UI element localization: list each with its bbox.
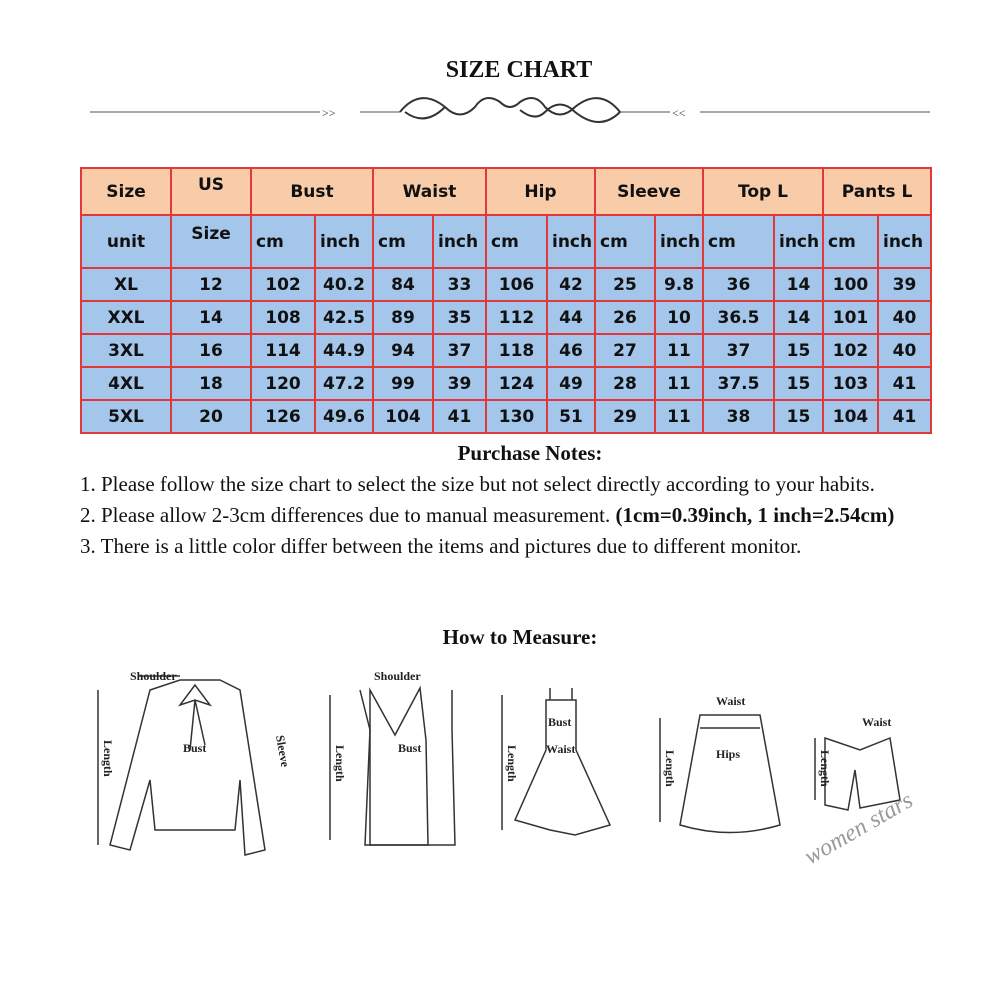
table-row bbox=[81, 400, 931, 433]
label-waist: Waist bbox=[546, 742, 576, 756]
value-cell: 15 bbox=[774, 400, 823, 433]
note-2-text: 2. Please allow 2-3cm differences due to manual measurement. bbox=[80, 503, 611, 527]
value-cell: 12 bbox=[171, 268, 251, 301]
value-cell: 35 bbox=[433, 301, 486, 334]
value-cell: 44 bbox=[547, 301, 595, 334]
value-cell: 33 bbox=[433, 268, 486, 301]
header-cell: Hip bbox=[486, 168, 595, 215]
value-cell: 14 bbox=[774, 301, 823, 334]
value-cell: 104 bbox=[373, 400, 433, 433]
value-cell: 51 bbox=[547, 400, 595, 433]
value-cell: 102 bbox=[251, 268, 315, 301]
value-cell: 36 bbox=[703, 268, 774, 301]
svg-text:>>: >> bbox=[322, 106, 336, 120]
notes-heading: Purchase Notes: bbox=[457, 441, 603, 465]
unit-cell: inch bbox=[655, 215, 703, 268]
header-cell: Top L bbox=[703, 168, 823, 215]
value-cell: 14 bbox=[171, 301, 251, 334]
skirt-drawing bbox=[660, 694, 780, 833]
size-table bbox=[80, 167, 932, 434]
unit-cell: cm bbox=[823, 215, 878, 268]
value-cell: 11 bbox=[655, 367, 703, 400]
value-cell: 40 bbox=[878, 334, 931, 367]
header-cell: Sleeve bbox=[595, 168, 703, 215]
value-cell: 120 bbox=[251, 367, 315, 400]
value-cell: 18 bbox=[171, 367, 251, 400]
value-cell: 26 bbox=[595, 301, 655, 334]
unit-cell: unit bbox=[81, 215, 171, 268]
table-row bbox=[81, 301, 931, 334]
value-cell: 36.5 bbox=[703, 301, 774, 334]
blouse-drawing bbox=[98, 669, 293, 855]
table-header-row bbox=[81, 168, 931, 215]
value-cell: 40.2 bbox=[315, 268, 373, 301]
value-cell: 16 bbox=[171, 334, 251, 367]
value-cell: 9.8 bbox=[655, 268, 703, 301]
label-length: Length bbox=[333, 745, 347, 782]
value-cell: 89 bbox=[373, 301, 433, 334]
value-cell: 38 bbox=[703, 400, 774, 433]
unit-row bbox=[81, 215, 931, 268]
value-cell: 112 bbox=[486, 301, 547, 334]
value-cell: 49 bbox=[547, 367, 595, 400]
unit-cell: inch bbox=[315, 215, 373, 268]
label-bust: Bust bbox=[548, 715, 572, 729]
value-cell: 42.5 bbox=[315, 301, 373, 334]
unit-cell: cm bbox=[703, 215, 774, 268]
header-cell: Size bbox=[81, 168, 171, 215]
label-shoulder: Shoulder bbox=[130, 669, 177, 683]
value-cell: 39 bbox=[878, 268, 931, 301]
header-cell: Bust bbox=[251, 168, 373, 215]
value-cell: 101 bbox=[823, 301, 878, 334]
label-length: Length bbox=[101, 740, 115, 777]
label-sleeve: Sleeve bbox=[273, 734, 293, 769]
value-cell: 118 bbox=[486, 334, 547, 367]
value-cell: 11 bbox=[655, 400, 703, 433]
value-cell: 44.9 bbox=[315, 334, 373, 367]
value-cell: 114 bbox=[251, 334, 315, 367]
value-cell: 25 bbox=[595, 268, 655, 301]
size-cell: XL bbox=[81, 268, 171, 301]
unit-cell: cm bbox=[486, 215, 547, 268]
value-cell: 108 bbox=[251, 301, 315, 334]
svg-text:<<: << bbox=[672, 106, 686, 120]
value-cell: 49.6 bbox=[315, 400, 373, 433]
value-cell: 10 bbox=[655, 301, 703, 334]
value-cell: 47.2 bbox=[315, 367, 373, 400]
value-cell: 15 bbox=[774, 367, 823, 400]
value-cell: 94 bbox=[373, 334, 433, 367]
table-row bbox=[81, 367, 931, 400]
value-cell: 39 bbox=[433, 367, 486, 400]
value-cell: 15 bbox=[774, 334, 823, 367]
label-length: Length bbox=[818, 750, 832, 787]
unit-cell: cm bbox=[251, 215, 315, 268]
label-shoulder: Shoulder bbox=[374, 669, 421, 683]
unit-cell: cm bbox=[595, 215, 655, 268]
value-cell: 84 bbox=[373, 268, 433, 301]
value-cell: 99 bbox=[373, 367, 433, 400]
purchase-notes bbox=[80, 438, 980, 562]
unit-cell: inch bbox=[878, 215, 931, 268]
table-row bbox=[81, 268, 931, 301]
unit-cell: inch bbox=[774, 215, 823, 268]
note-2-conversion: (1cm=0.39inch, 1 inch=2.54cm) bbox=[615, 503, 895, 527]
header-cell: Pants L bbox=[823, 168, 931, 215]
label-length: Length bbox=[505, 745, 519, 782]
value-cell: 40 bbox=[878, 301, 931, 334]
value-cell: 100 bbox=[823, 268, 878, 301]
unit-cell: inch bbox=[547, 215, 595, 268]
unit-cell: Size bbox=[171, 215, 251, 268]
label-length: Length bbox=[663, 750, 677, 787]
value-cell: 126 bbox=[251, 400, 315, 433]
value-cell: 29 bbox=[595, 400, 655, 433]
measure-diagrams bbox=[80, 650, 1000, 880]
value-cell: 103 bbox=[823, 367, 878, 400]
unit-cell: cm bbox=[373, 215, 433, 268]
measure-heading: How to Measure: bbox=[442, 625, 598, 649]
value-cell: 37 bbox=[433, 334, 486, 367]
value-cell: 130 bbox=[486, 400, 547, 433]
note-2 bbox=[80, 500, 980, 531]
label-waist: Waist bbox=[862, 715, 892, 729]
value-cell: 41 bbox=[878, 400, 931, 433]
value-cell: 46 bbox=[547, 334, 595, 367]
header-cell: Waist bbox=[373, 168, 486, 215]
table-row bbox=[81, 334, 931, 367]
value-cell: 37.5 bbox=[703, 367, 774, 400]
value-cell: 41 bbox=[433, 400, 486, 433]
value-cell: 42 bbox=[547, 268, 595, 301]
value-cell: 14 bbox=[774, 268, 823, 301]
label-bust: Bust bbox=[183, 741, 207, 755]
value-cell: 11 bbox=[655, 334, 703, 367]
note-3: 3. There is a little color differ between the items and pictures due to different monitor. bbox=[80, 534, 802, 558]
tank-top-drawing bbox=[330, 669, 455, 845]
size-cell: 3XL bbox=[81, 334, 171, 367]
size-cell: 4XL bbox=[81, 367, 171, 400]
dress-drawing bbox=[502, 688, 610, 835]
label-waist: Waist bbox=[716, 694, 746, 708]
note-1: 1. Please follow the size chart to select the size but not select directly according to your habits. bbox=[80, 472, 875, 496]
value-cell: 27 bbox=[595, 334, 655, 367]
size-cell: 5XL bbox=[81, 400, 171, 433]
watermark: women stars bbox=[800, 787, 918, 871]
value-cell: 37 bbox=[703, 334, 774, 367]
value-cell: 41 bbox=[878, 367, 931, 400]
value-cell: 28 bbox=[595, 367, 655, 400]
value-cell: 124 bbox=[486, 367, 547, 400]
size-cell: XXL bbox=[81, 301, 171, 334]
ornament-divider bbox=[90, 92, 930, 132]
label-bust: Bust bbox=[398, 741, 422, 755]
unit-cell: inch bbox=[433, 215, 486, 268]
shorts-drawing bbox=[815, 715, 900, 810]
label-hips: Hips bbox=[716, 747, 741, 761]
value-cell: 104 bbox=[823, 400, 878, 433]
header-cell: US bbox=[171, 168, 251, 215]
value-cell: 102 bbox=[823, 334, 878, 367]
value-cell: 106 bbox=[486, 268, 547, 301]
page-title: SIZE CHART bbox=[445, 57, 593, 83]
value-cell: 20 bbox=[171, 400, 251, 433]
